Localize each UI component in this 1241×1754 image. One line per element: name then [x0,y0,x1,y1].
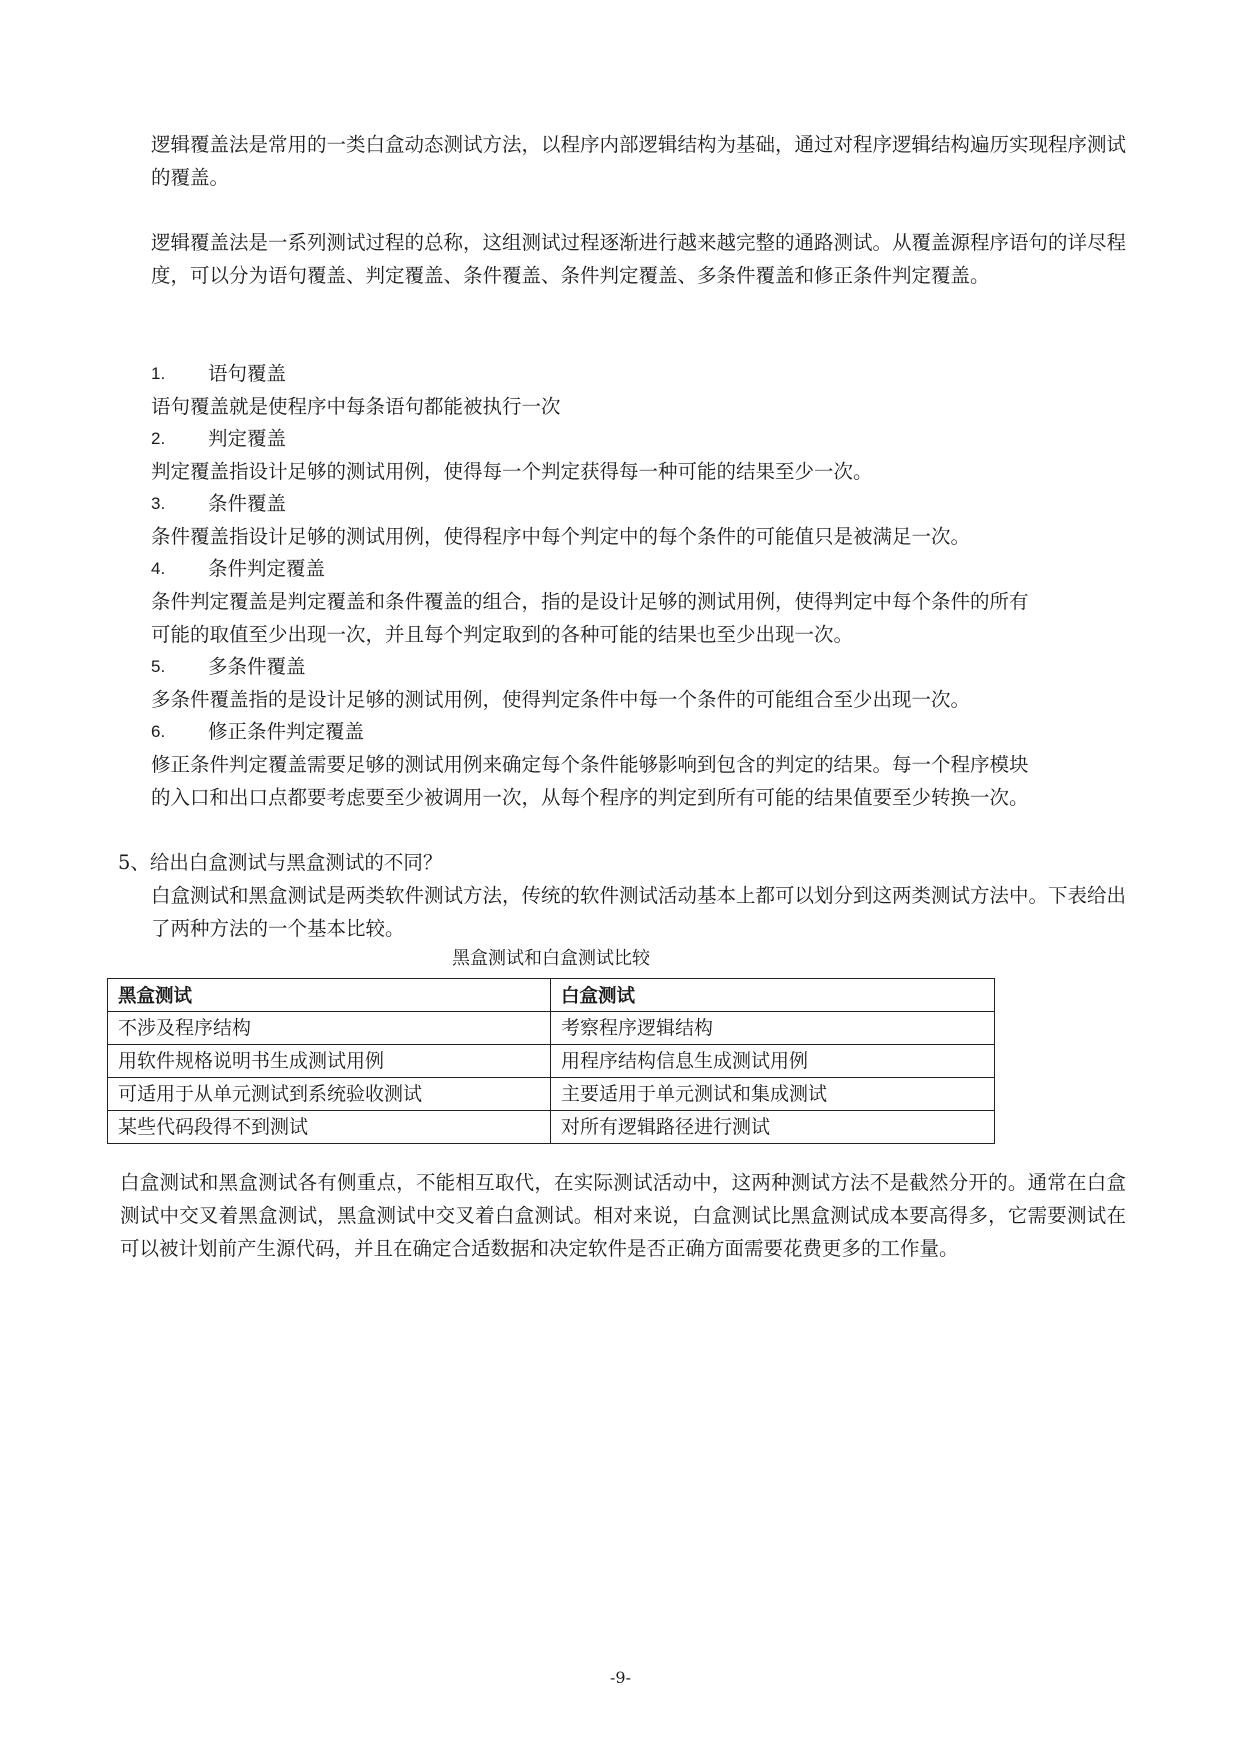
table-row [108,1012,995,1045]
table-row [108,1078,995,1111]
cell-black-box: 某些代码段得不到测试 [108,1111,551,1144]
cell-white-box: 主要适用于单元测试和集成测试 [551,1078,995,1111]
item-2-title: 判定覆盖 [208,427,287,450]
item-5-number: 5. [151,657,166,676]
table-caption: 黑盒测试和白盒测试比较 [452,948,650,968]
comparison-table [107,978,995,1144]
item-3-description: 条件覆盖指设计足够的测试用例，使得程序中每个判定中的每个条件的可能值只是被满足一次。 [151,525,971,548]
item-1-number: 1. [151,364,166,383]
item-5-description: 多条件覆盖指的是设计足够的测试用例，使得判定条件中每一个条件的可能组合至少出现一次。 [151,688,971,711]
item-2-description: 判定覆盖指设计足够的测试用例，使得每一个判定获得每一种可能的结果至少一次。 [151,460,873,483]
intro-paragraph-2: 逻辑覆盖法是一系列测试过程的总称，这组测试过程逐渐进行越来越完整的通路测试。从覆盖源程序语句的详尽程度，可以分为语句覆盖、判定覆盖、条件覆盖、条件判定覆盖、多条件覆盖和修正条件判定覆盖。 [151,231,1127,287]
item-6-number: 6. [151,722,166,741]
question-5-body: 白盒测试和黑盒测试是两类软件测试方法，传统的软件测试活动基本上都可以划分到这两类测试方法中。下表给出了两种方法的一个基本比较。 [151,884,1127,940]
item-6-description-line-2: 的入口和出口点都要考虑要至少被调用一次，从每个程序的判定到所有可能的结果值要至少转换一次。 [151,786,1029,809]
item-1-title: 语句覆盖 [208,362,287,385]
item-4-number: 4. [151,559,166,578]
intro-paragraph-1: 逻辑覆盖法是常用的一类白盒动态测试方法，以程序内部逻辑结构为基础，通过对程序逻辑结构遍历实现程序测试的覆盖。 [151,133,1127,189]
item-5-title: 多条件覆盖 [208,655,306,678]
header-black-box: 黑盒测试 [108,979,551,1012]
table-row [108,1045,995,1078]
cell-white-box: 考察程序逻辑结构 [551,1012,995,1045]
header-white-box: 白盒测试 [551,979,995,1012]
item-4-description-line-2: 可能的取值至少出现一次，并且每个判定取到的各种可能的结果也至少出现一次。 [151,623,854,646]
item-3-number: 3. [151,494,166,513]
cell-black-box: 不涉及程序结构 [108,1012,551,1045]
conclusion-paragraph: 白盒测试和黑盒测试各有侧重点，不能相互取代，在实际测试活动中，这两种测试方法不是截然分开的。通常在白盒测试中交叉着黑盒测试，黑盒测试中交叉着白盒测试。相对来说，白盒测试比黑盒测试成本要高得多，它需要测试在可以被计划前产生源代码，并且在确定合适数据和决定软件是否正确方面需要花费更多的工作量。 [120,1171,1126,1260]
cell-white-box: 用程序结构信息生成测试用例 [551,1045,995,1078]
item-6-title: 修正条件判定覆盖 [208,720,365,743]
cell-black-box: 用软件规格说明书生成测试用例 [108,1045,551,1078]
cell-black-box: 可适用于从单元测试到系统验收测试 [108,1078,551,1111]
cell-white-box: 对所有逻辑路径进行测试 [551,1111,995,1144]
item-4-description-line-1: 条件判定覆盖是判定覆盖和条件覆盖的组合，指的是设计足够的测试用例，使得判定中每个条件的所有 [151,590,1029,613]
item-2-number: 2. [151,429,166,448]
table-row [108,1111,995,1144]
item-3-title: 条件覆盖 [208,492,287,515]
page-number: -9- [610,1668,631,1687]
table-header-row [108,979,995,1012]
item-6-description-line-1: 修正条件判定覆盖需要足够的测试用例来确定每个条件能够影响到包含的判定的结果。每一个程序模块 [151,753,1029,776]
item-4-title: 条件判定覆盖 [208,557,326,580]
item-1-description: 语句覆盖就是使程序中每条语句都能被执行一次 [151,395,561,418]
question-5-title: 5、给出白盒测试与黑盒测试的不同？ [118,851,443,874]
